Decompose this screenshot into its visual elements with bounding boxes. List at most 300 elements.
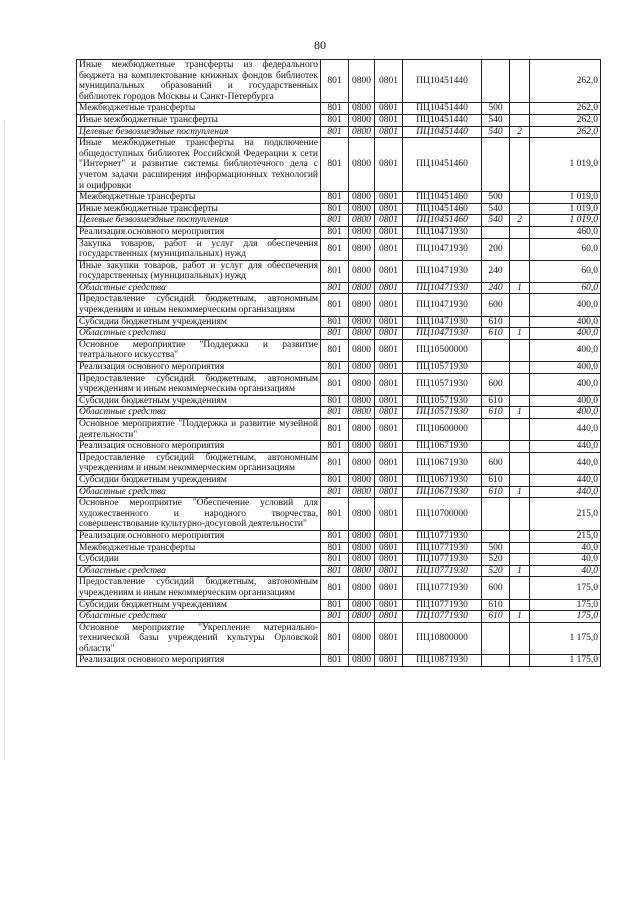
target-article-code: ПЦ10700000 bbox=[403, 498, 482, 531]
subsection-code: 0801 bbox=[375, 114, 403, 126]
expense-type-code: 610 bbox=[482, 407, 510, 419]
funding-source-code bbox=[510, 622, 530, 655]
target-article-code: ПЦ10451440 bbox=[403, 60, 482, 103]
budget-table-body bbox=[77, 60, 601, 667]
grbs-code: 801 bbox=[321, 203, 349, 215]
row-name: Иные межбюджетные трансферты на подключение общедоступных библиотек Российской Федерации к сети "Интернет" и развитие системы библиотечного дела с учетом задачи расширения информационных технологий и оцифровки bbox=[77, 138, 321, 192]
row-name: Предоставление субсидий бюджетным, автономным учреждениям и иным некоммерческим организациям bbox=[77, 294, 321, 316]
section-code: 0800 bbox=[349, 622, 375, 655]
table-row bbox=[77, 419, 601, 441]
table-row bbox=[77, 655, 601, 667]
target-article-code: ПЦ10671930 bbox=[403, 474, 482, 486]
funding-source-code bbox=[510, 60, 530, 103]
amount: 1 019,0 bbox=[530, 203, 601, 215]
grbs-code: 801 bbox=[321, 655, 349, 667]
table-row bbox=[77, 328, 601, 340]
expense-type-code: 520 bbox=[482, 554, 510, 566]
subsection-code: 0801 bbox=[375, 339, 403, 361]
expense-type-code: 500 bbox=[482, 542, 510, 554]
expense-type-code: 610 bbox=[482, 486, 510, 498]
table-row bbox=[77, 103, 601, 115]
subsection-code: 0801 bbox=[375, 655, 403, 667]
row-name: Субсидии бюджетным учреждениям bbox=[77, 474, 321, 486]
target-article-code: ПЦ10771930 bbox=[403, 565, 482, 577]
section-code: 0800 bbox=[349, 316, 375, 328]
amount: 60,0 bbox=[530, 238, 601, 260]
binding-edge-mark bbox=[4, 120, 5, 760]
amount: 1 019,0 bbox=[530, 192, 601, 204]
section-code: 0800 bbox=[349, 192, 375, 204]
subsection-code: 0801 bbox=[375, 103, 403, 115]
amount: 440,0 bbox=[530, 452, 601, 474]
grbs-code: 801 bbox=[321, 103, 349, 115]
amount: 175,0 bbox=[530, 577, 601, 599]
target-article-code: ПЦ10771930 bbox=[403, 599, 482, 611]
subsection-code: 0801 bbox=[375, 203, 403, 215]
table-row bbox=[77, 362, 601, 374]
funding-source-code: 1 bbox=[510, 282, 530, 294]
target-article-code: ПЦ10771930 bbox=[403, 530, 482, 542]
subsection-code: 0801 bbox=[375, 554, 403, 566]
expense-type-code bbox=[482, 362, 510, 374]
amount: 440,0 bbox=[530, 486, 601, 498]
subsection-code: 0801 bbox=[375, 192, 403, 204]
expense-type-code: 610 bbox=[482, 599, 510, 611]
section-code: 0800 bbox=[349, 407, 375, 419]
section-code: 0800 bbox=[349, 215, 375, 227]
table-row bbox=[77, 599, 601, 611]
expense-type-code: 610 bbox=[482, 611, 510, 623]
grbs-code: 801 bbox=[321, 498, 349, 531]
row-name: Иные закупки товаров, работ и услуг для обеспечения государственных (муниципальных) нужд bbox=[77, 260, 321, 282]
subsection-code: 0801 bbox=[375, 238, 403, 260]
funding-source-code bbox=[510, 599, 530, 611]
grbs-code: 801 bbox=[321, 486, 349, 498]
target-article-code: ПЦ10451460 bbox=[403, 203, 482, 215]
funding-source-code bbox=[510, 362, 530, 374]
subsection-code: 0801 bbox=[375, 260, 403, 282]
section-code: 0800 bbox=[349, 103, 375, 115]
subsection-code: 0801 bbox=[375, 498, 403, 531]
subsection-code: 0801 bbox=[375, 294, 403, 316]
subsection-code: 0801 bbox=[375, 362, 403, 374]
funding-source-code bbox=[510, 138, 530, 192]
funding-source-code bbox=[510, 226, 530, 238]
grbs-code: 801 bbox=[321, 215, 349, 227]
table-row bbox=[77, 192, 601, 204]
target-article-code: ПЦ10471930 bbox=[403, 294, 482, 316]
grbs-code: 801 bbox=[321, 474, 349, 486]
row-name: Целевые безвозмездные поступления bbox=[77, 126, 321, 138]
target-article-code: ПЦ10471930 bbox=[403, 226, 482, 238]
target-article-code: ПЦ10471930 bbox=[403, 238, 482, 260]
table-row bbox=[77, 114, 601, 126]
grbs-code: 801 bbox=[321, 611, 349, 623]
expense-type-code: 610 bbox=[482, 395, 510, 407]
subsection-code: 0801 bbox=[375, 486, 403, 498]
subsection-code: 0801 bbox=[375, 474, 403, 486]
grbs-code: 801 bbox=[321, 294, 349, 316]
table-row bbox=[77, 238, 601, 260]
grbs-code: 801 bbox=[321, 260, 349, 282]
expense-type-code bbox=[482, 498, 510, 531]
grbs-code: 801 bbox=[321, 577, 349, 599]
funding-source-code bbox=[510, 238, 530, 260]
row-name: Основное мероприятие "Поддержка и развитие театрального искусства" bbox=[77, 339, 321, 361]
amount: 262,0 bbox=[530, 114, 601, 126]
funding-source-code bbox=[510, 498, 530, 531]
target-article-code: ПЦ10771930 bbox=[403, 577, 482, 599]
grbs-code: 801 bbox=[321, 339, 349, 361]
table-row bbox=[77, 611, 601, 623]
section-code: 0800 bbox=[349, 577, 375, 599]
grbs-code: 801 bbox=[321, 452, 349, 474]
funding-source-code bbox=[510, 395, 530, 407]
table-row bbox=[77, 294, 601, 316]
funding-source-code bbox=[510, 554, 530, 566]
section-code: 0800 bbox=[349, 611, 375, 623]
table-row bbox=[77, 126, 601, 138]
table-row bbox=[77, 542, 601, 554]
expense-type-code: 600 bbox=[482, 452, 510, 474]
funding-source-code bbox=[510, 530, 530, 542]
amount: 262,0 bbox=[530, 103, 601, 115]
subsection-code: 0801 bbox=[375, 622, 403, 655]
grbs-code: 801 bbox=[321, 565, 349, 577]
row-name: Субсидии bbox=[77, 554, 321, 566]
funding-source-code bbox=[510, 441, 530, 453]
subsection-code: 0801 bbox=[375, 419, 403, 441]
expense-type-code: 600 bbox=[482, 294, 510, 316]
section-code: 0800 bbox=[349, 138, 375, 192]
target-article-code: ПЦ10471930 bbox=[403, 260, 482, 282]
section-code: 0800 bbox=[349, 114, 375, 126]
row-name: Реализация основного мероприятия bbox=[77, 362, 321, 374]
section-code: 0800 bbox=[349, 282, 375, 294]
row-name: Основное мероприятие "Поддержка и развитие музейной деятельности" bbox=[77, 419, 321, 441]
table-row bbox=[77, 339, 601, 361]
target-article-code: ПЦ10471930 bbox=[403, 316, 482, 328]
table-row bbox=[77, 282, 601, 294]
row-name: Субсидии бюджетным учреждениям bbox=[77, 395, 321, 407]
target-article-code: ПЦ10800000 bbox=[403, 622, 482, 655]
row-name: Иные межбюджетные трансферты bbox=[77, 203, 321, 215]
table-row bbox=[77, 530, 601, 542]
target-article-code: ПЦ10451460 bbox=[403, 215, 482, 227]
table-row bbox=[77, 565, 601, 577]
amount: 400,0 bbox=[530, 328, 601, 340]
grbs-code: 801 bbox=[321, 362, 349, 374]
expense-type-code: 500 bbox=[482, 192, 510, 204]
grbs-code: 801 bbox=[321, 407, 349, 419]
grbs-code: 801 bbox=[321, 419, 349, 441]
funding-source-code: 2 bbox=[510, 126, 530, 138]
section-code: 0800 bbox=[349, 238, 375, 260]
row-name: Межбюджетные трансферты bbox=[77, 103, 321, 115]
target-article-code: ПЦ10471930 bbox=[403, 282, 482, 294]
expense-type-code: 540 bbox=[482, 203, 510, 215]
table-row bbox=[77, 138, 601, 192]
section-code: 0800 bbox=[349, 60, 375, 103]
amount: 400,0 bbox=[530, 395, 601, 407]
table-row bbox=[77, 498, 601, 531]
expense-type-code: 600 bbox=[482, 373, 510, 395]
grbs-code: 801 bbox=[321, 138, 349, 192]
subsection-code: 0801 bbox=[375, 530, 403, 542]
target-article-code: ПЦ10871930 bbox=[403, 655, 482, 667]
row-name: Закупка товаров, работ и услуг для обеспечения государственных (муниципальных) нужд bbox=[77, 238, 321, 260]
row-name: Реализация основного мероприятия bbox=[77, 530, 321, 542]
target-article-code: ПЦ10771930 bbox=[403, 542, 482, 554]
expense-type-code: 610 bbox=[482, 328, 510, 340]
section-code: 0800 bbox=[349, 498, 375, 531]
amount: 1 019,0 bbox=[530, 138, 601, 192]
row-name: Предоставление субсидий бюджетным, автономным учреждениям и иным некоммерческим организациям bbox=[77, 373, 321, 395]
funding-source-code bbox=[510, 114, 530, 126]
funding-source-code bbox=[510, 260, 530, 282]
amount: 1 175,0 bbox=[530, 622, 601, 655]
grbs-code: 801 bbox=[321, 622, 349, 655]
subsection-code: 0801 bbox=[375, 138, 403, 192]
amount: 440,0 bbox=[530, 419, 601, 441]
expense-type-code: 540 bbox=[482, 126, 510, 138]
grbs-code: 801 bbox=[321, 60, 349, 103]
row-name: Областные средства bbox=[77, 565, 321, 577]
section-code: 0800 bbox=[349, 530, 375, 542]
expense-type-code bbox=[482, 339, 510, 361]
amount: 1 019,0 bbox=[530, 215, 601, 227]
section-code: 0800 bbox=[349, 542, 375, 554]
grbs-code: 801 bbox=[321, 373, 349, 395]
target-article-code: ПЦ10671930 bbox=[403, 441, 482, 453]
expense-type-code: 610 bbox=[482, 474, 510, 486]
section-code: 0800 bbox=[349, 395, 375, 407]
row-name: Реализация основного мероприятия bbox=[77, 441, 321, 453]
section-code: 0800 bbox=[349, 339, 375, 361]
funding-source-code: 1 bbox=[510, 328, 530, 340]
grbs-code: 801 bbox=[321, 530, 349, 542]
amount: 262,0 bbox=[530, 60, 601, 103]
section-code: 0800 bbox=[349, 203, 375, 215]
grbs-code: 801 bbox=[321, 238, 349, 260]
expense-type-code: 540 bbox=[482, 114, 510, 126]
expense-type-code: 200 bbox=[482, 238, 510, 260]
table-row bbox=[77, 407, 601, 419]
subsection-code: 0801 bbox=[375, 452, 403, 474]
subsection-code: 0801 bbox=[375, 373, 403, 395]
table-row bbox=[77, 60, 601, 103]
amount: 400,0 bbox=[530, 316, 601, 328]
budget-table bbox=[76, 59, 601, 667]
subsection-code: 0801 bbox=[375, 441, 403, 453]
section-code: 0800 bbox=[349, 126, 375, 138]
section-code: 0800 bbox=[349, 554, 375, 566]
expense-type-code bbox=[482, 530, 510, 542]
funding-source-code bbox=[510, 452, 530, 474]
amount: 400,0 bbox=[530, 294, 601, 316]
subsection-code: 0801 bbox=[375, 395, 403, 407]
table-row bbox=[77, 215, 601, 227]
grbs-code: 801 bbox=[321, 441, 349, 453]
expense-type-code: 500 bbox=[482, 103, 510, 115]
subsection-code: 0801 bbox=[375, 542, 403, 554]
expense-type-code bbox=[482, 622, 510, 655]
section-code: 0800 bbox=[349, 419, 375, 441]
row-name: Субсидии бюджетным учреждениям bbox=[77, 599, 321, 611]
subsection-code: 0801 bbox=[375, 611, 403, 623]
amount: 60,0 bbox=[530, 282, 601, 294]
funding-source-code: 2 bbox=[510, 215, 530, 227]
target-article-code: ПЦ10600000 bbox=[403, 419, 482, 441]
subsection-code: 0801 bbox=[375, 577, 403, 599]
subsection-code: 0801 bbox=[375, 407, 403, 419]
row-name: Предоставление субсидий бюджетным, автономным учреждениям и иным некоммерческим организациям bbox=[77, 577, 321, 599]
amount: 262,0 bbox=[530, 126, 601, 138]
amount: 215,0 bbox=[530, 498, 601, 531]
expense-type-code bbox=[482, 655, 510, 667]
expense-type-code: 520 bbox=[482, 565, 510, 577]
subsection-code: 0801 bbox=[375, 282, 403, 294]
expense-type-code: 240 bbox=[482, 282, 510, 294]
funding-source-code bbox=[510, 339, 530, 361]
table-row bbox=[77, 474, 601, 486]
target-article-code: ПЦ10451460 bbox=[403, 138, 482, 192]
row-name: Целевые безвозмездные поступления bbox=[77, 215, 321, 227]
funding-source-code bbox=[510, 316, 530, 328]
funding-source-code: 1 bbox=[510, 611, 530, 623]
subsection-code: 0801 bbox=[375, 60, 403, 103]
grbs-code: 801 bbox=[321, 542, 349, 554]
target-article-code: ПЦ10451440 bbox=[403, 103, 482, 115]
funding-source-code bbox=[510, 419, 530, 441]
row-name: Основное мероприятие "Обеспечение условий для художественного и народного творчества, совершенствование культурно-досуговой деятельности" bbox=[77, 498, 321, 531]
target-article-code: ПЦ10571930 bbox=[403, 395, 482, 407]
row-name: Предоставление субсидий бюджетным, автономным учреждениям и иным некоммерческим организациям bbox=[77, 452, 321, 474]
amount: 175,0 bbox=[530, 611, 601, 623]
target-article-code: ПЦ10451440 bbox=[403, 114, 482, 126]
table-row bbox=[77, 226, 601, 238]
expense-type-code: 600 bbox=[482, 577, 510, 599]
section-code: 0800 bbox=[349, 486, 375, 498]
table-row bbox=[77, 577, 601, 599]
row-name: Межбюджетные трансферты bbox=[77, 192, 321, 204]
row-name: Областные средства bbox=[77, 407, 321, 419]
section-code: 0800 bbox=[349, 565, 375, 577]
amount: 175,0 bbox=[530, 599, 601, 611]
expense-type-code: 540 bbox=[482, 215, 510, 227]
amount: 215,0 bbox=[530, 530, 601, 542]
subsection-code: 0801 bbox=[375, 328, 403, 340]
target-article-code: ПЦ10451460 bbox=[403, 192, 482, 204]
amount: 460,0 bbox=[530, 226, 601, 238]
amount: 40,0 bbox=[530, 554, 601, 566]
subsection-code: 0801 bbox=[375, 215, 403, 227]
grbs-code: 801 bbox=[321, 192, 349, 204]
grbs-code: 801 bbox=[321, 599, 349, 611]
expense-type-code bbox=[482, 441, 510, 453]
row-name: Реализация основного мероприятия bbox=[77, 655, 321, 667]
section-code: 0800 bbox=[349, 452, 375, 474]
target-article-code: ПЦ10471930 bbox=[403, 328, 482, 340]
funding-source-code bbox=[510, 192, 530, 204]
subsection-code: 0801 bbox=[375, 565, 403, 577]
funding-source-code bbox=[510, 474, 530, 486]
grbs-code: 801 bbox=[321, 554, 349, 566]
funding-source-code: 1 bbox=[510, 565, 530, 577]
expense-type-code bbox=[482, 419, 510, 441]
grbs-code: 801 bbox=[321, 316, 349, 328]
subsection-code: 0801 bbox=[375, 599, 403, 611]
target-article-code: ПЦ10771930 bbox=[403, 611, 482, 623]
funding-source-code bbox=[510, 655, 530, 667]
target-article-code: ПЦ10571930 bbox=[403, 362, 482, 374]
amount: 40,0 bbox=[530, 542, 601, 554]
funding-source-code bbox=[510, 103, 530, 115]
amount: 400,0 bbox=[530, 373, 601, 395]
target-article-code: ПЦ10571930 bbox=[403, 373, 482, 395]
subsection-code: 0801 bbox=[375, 126, 403, 138]
row-name: Реализация основного мероприятия bbox=[77, 226, 321, 238]
row-name: Областные средства bbox=[77, 486, 321, 498]
funding-source-code bbox=[510, 294, 530, 316]
table-row bbox=[77, 622, 601, 655]
amount: 40,0 bbox=[530, 565, 601, 577]
target-article-code: ПЦ10671930 bbox=[403, 452, 482, 474]
subsection-code: 0801 bbox=[375, 226, 403, 238]
table-row bbox=[77, 373, 601, 395]
target-article-code: ПЦ10571930 bbox=[403, 407, 482, 419]
funding-source-code bbox=[510, 542, 530, 554]
target-article-code: ПЦ10671930 bbox=[403, 486, 482, 498]
row-name: Областные средства bbox=[77, 282, 321, 294]
expense-type-code bbox=[482, 138, 510, 192]
funding-source-code: 1 bbox=[510, 486, 530, 498]
section-code: 0800 bbox=[349, 226, 375, 238]
expense-type-code bbox=[482, 60, 510, 103]
amount: 1 175,0 bbox=[530, 655, 601, 667]
section-code: 0800 bbox=[349, 655, 375, 667]
table-row bbox=[77, 203, 601, 215]
table-row bbox=[77, 260, 601, 282]
grbs-code: 801 bbox=[321, 226, 349, 238]
funding-source-code bbox=[510, 203, 530, 215]
target-article-code: ПЦ10451440 bbox=[403, 126, 482, 138]
expense-type-code bbox=[482, 226, 510, 238]
grbs-code: 801 bbox=[321, 282, 349, 294]
section-code: 0800 bbox=[349, 328, 375, 340]
table-row bbox=[77, 441, 601, 453]
grbs-code: 801 bbox=[321, 114, 349, 126]
target-article-code: ПЦ10771930 bbox=[403, 554, 482, 566]
table-row bbox=[77, 395, 601, 407]
amount: 440,0 bbox=[530, 474, 601, 486]
funding-source-code bbox=[510, 577, 530, 599]
table-row bbox=[77, 486, 601, 498]
section-code: 0800 bbox=[349, 294, 375, 316]
grbs-code: 801 bbox=[321, 126, 349, 138]
section-code: 0800 bbox=[349, 474, 375, 486]
section-code: 0800 bbox=[349, 441, 375, 453]
section-code: 0800 bbox=[349, 373, 375, 395]
section-code: 0800 bbox=[349, 599, 375, 611]
row-name: Основное мероприятие "Укрепление материально-технической базы учреждений культуры Орловской области" bbox=[77, 622, 321, 655]
row-name: Иные межбюджетные трансферты bbox=[77, 114, 321, 126]
target-article-code: ПЦ10500000 bbox=[403, 339, 482, 361]
amount: 400,0 bbox=[530, 339, 601, 361]
amount: 60,0 bbox=[530, 260, 601, 282]
expense-type-code: 240 bbox=[482, 260, 510, 282]
funding-source-code bbox=[510, 373, 530, 395]
